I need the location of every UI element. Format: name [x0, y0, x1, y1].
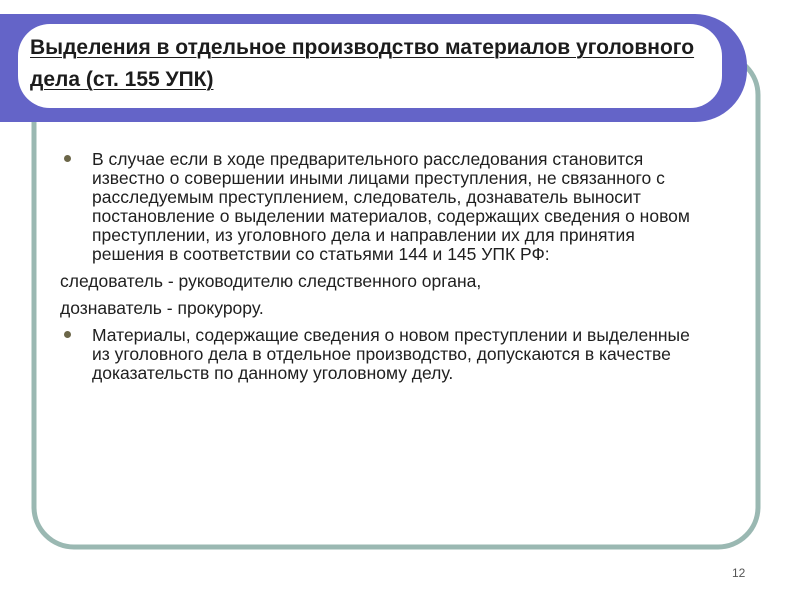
- line-inquirer: дознаватель - прокурору.: [60, 298, 264, 318]
- bullet-paragraph-2: [60, 326, 700, 383]
- paragraph-2-text: Материалы, содержащие сведения о новом преступлении и выделенные из уголовного дела в отдельное производство, допускаются в качестве доказательств по данному уголовному делу.: [92, 325, 690, 383]
- bullet-dot-icon: [64, 155, 71, 162]
- line-investigator: следователь - руководителю следственного органа,: [60, 271, 482, 291]
- paragraph-1-text: В случае если в ходе предварительного расследования становится известно о совершении иными лицами преступления, не связанного с расследуемым преступлением, следователь, дознаватель выносит постановление о выделении материалов, содержащих сведения о новом преступлении, из уголовного дела и направлении их для принятия решения в соответствии со статьями 144 и 145 УПК РФ:: [92, 149, 690, 264]
- bullet-paragraph-1: [60, 150, 700, 264]
- slide-title: Выделения в отдельное производство материалов уголовного дела (ст. 155 УПК): [30, 36, 695, 91]
- page-number: 12: [732, 566, 746, 580]
- bullet-dot-icon: [64, 331, 71, 338]
- slide-content: [60, 150, 700, 391]
